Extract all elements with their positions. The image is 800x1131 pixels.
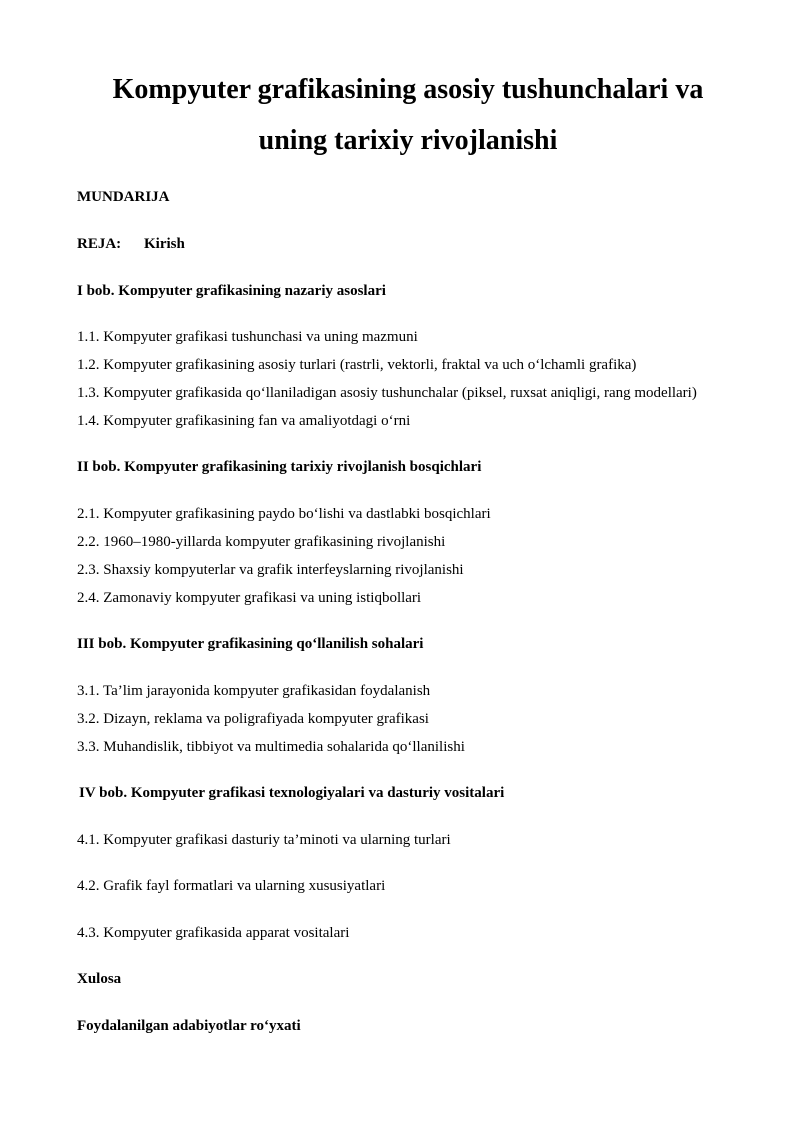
toc-item-4-2: 4.2. Grafik fayl formatlari va ularning xususiyatlari: [77, 878, 386, 894]
toc-item-4-1: 4.1. Kompyuter grafikasi dasturiy ta’minoti va ularning turlari: [77, 832, 451, 848]
title-line-2: uning tarixiy rivojlanishi: [258, 125, 558, 156]
toc-item-3-2: 3.2. Dizayn, reklama va poligrafiyada kompyuter grafikasi: [77, 711, 429, 727]
contents-heading: MUNDARIJA: [77, 189, 170, 205]
title-line-1: Kompyuter grafikasining asosiy tushunchalari va: [112, 74, 704, 105]
toc-item-2-2: 2.2. 1960–1980-yillarda kompyuter grafikasining rivojlanishi: [77, 534, 446, 550]
toc-item-3-1: 3.1. Ta’lim jarayonida kompyuter grafikasidan foydalanish: [77, 683, 431, 699]
toc-item-2-3: 2.3. Shaxsiy kompyuterlar va grafik interfeyslarning rivojlanishi: [77, 562, 464, 578]
toc-item-3-3: 3.3. Muhandislik, tibbiyot va multimedia sohalarida qo‘llanilishi: [77, 739, 465, 755]
toc-item-2-1: 2.1. Kompyuter grafikasining paydo bo‘lishi va dastlabki bosqichlari: [77, 506, 491, 522]
reja-row: [77, 235, 185, 253]
toc-item-1-3: 1.3. Kompyuter grafikasida qo‘llaniladigan asosiy tushunchalar (piksel, ruxsat aniqligi, rang modellari): [77, 385, 697, 401]
toc-item-2-4: 2.4. Zamonaviy kompyuter grafikasi va uning istiqbollari: [77, 590, 422, 606]
reja-label: REJA:: [77, 236, 122, 252]
references-heading: Foydalanilgan adabiyotlar ro‘yxati: [77, 1018, 301, 1034]
toc-item-1-1: 1.1. Kompyuter grafikasi tushunchasi va uning mazmuni: [77, 329, 418, 345]
conclusion-heading: Xulosa: [77, 971, 122, 987]
chapter-heading-1: I bob. Kompyuter grafikasining nazariy asoslari: [77, 283, 386, 299]
reja-value: Kirish: [144, 236, 185, 252]
chapter-heading-2: II bob. Kompyuter grafikasining tarixiy rivojlanish bosqichlari: [77, 459, 482, 475]
document-title: [40, 64, 776, 166]
toc-item-4-3: 4.3. Kompyuter grafikasida apparat vositalari: [77, 925, 350, 941]
chapter-heading-3: III bob. Kompyuter grafikasining qo‘llanilish sohalari: [77, 636, 424, 652]
chapter-heading-4: IV bob. Kompyuter grafikasi texnologiyalari va dasturiy vositalari: [79, 785, 505, 801]
toc-item-1-2: 1.2. Kompyuter grafikasining asosiy turlari (rastrli, vektorli, fraktal va uch o‘lchamli grafika): [77, 357, 637, 373]
toc-item-1-4: 1.4. Kompyuter grafikasining fan va amaliyotdagi o‘rni: [77, 413, 411, 429]
